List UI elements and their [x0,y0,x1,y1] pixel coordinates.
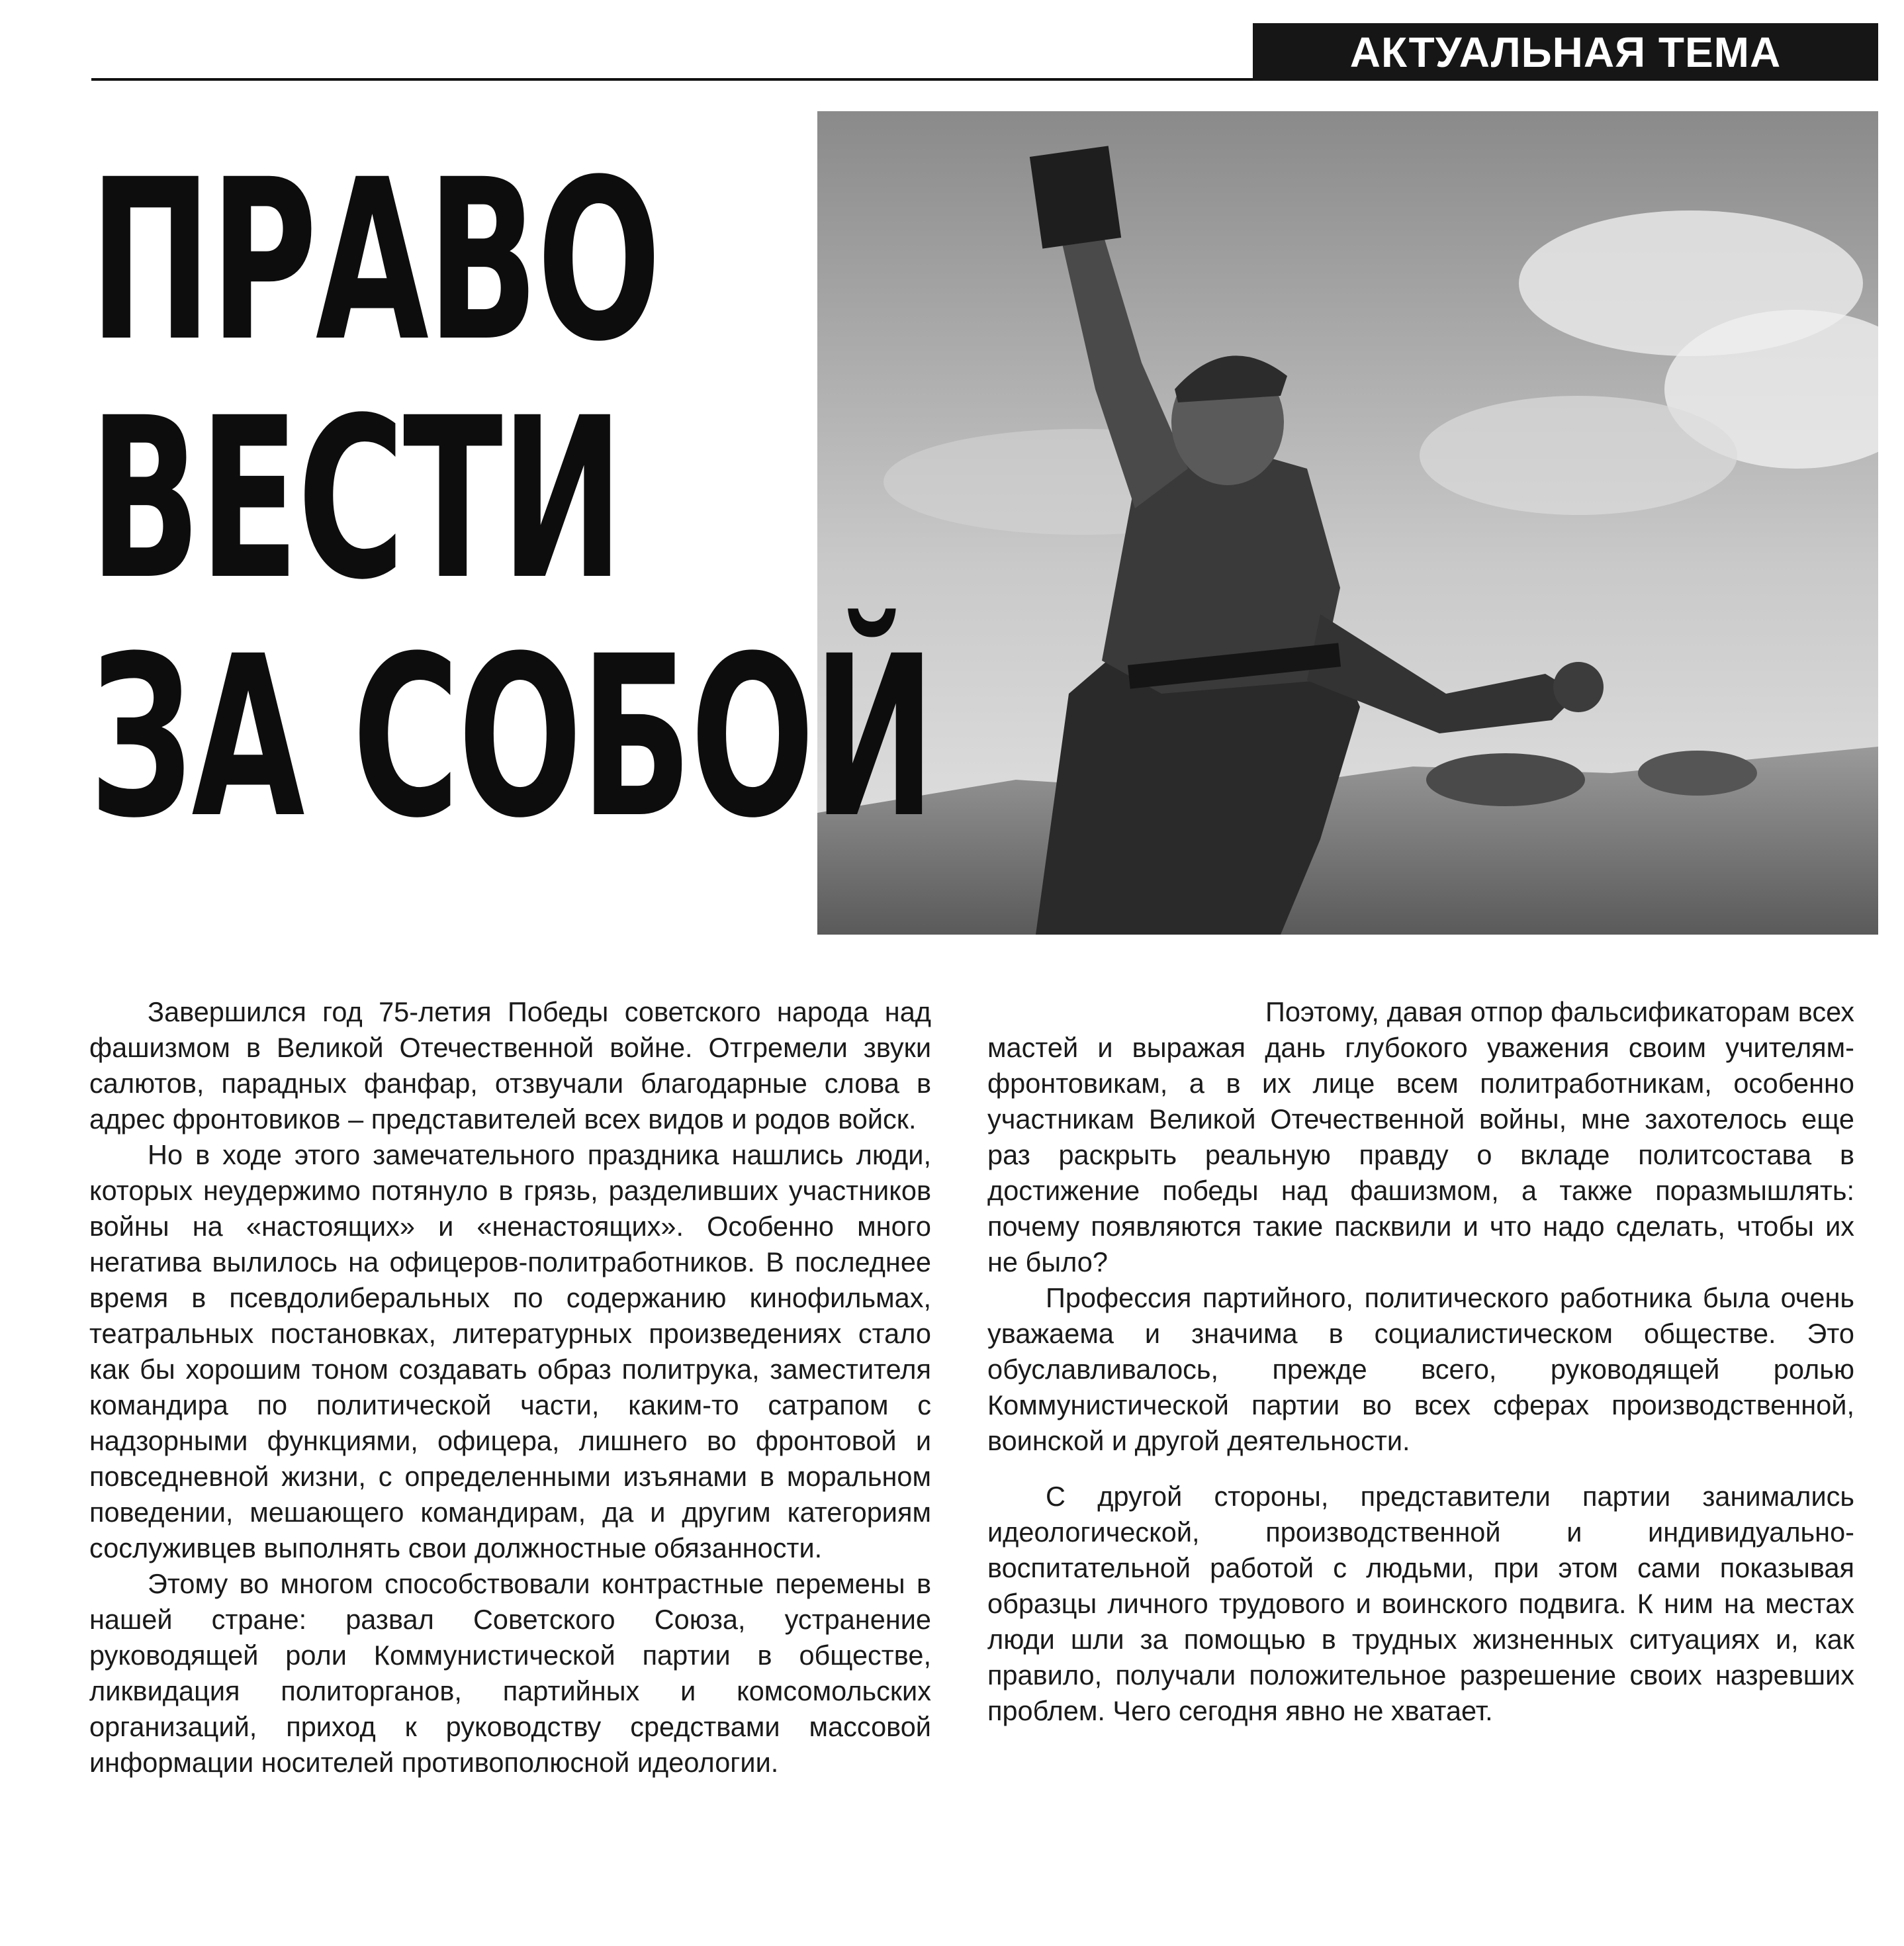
paragraph: Профессия партийного, политического работника была очень уважаема и значима в социалистическом обществе. Это обуславливалось, прежде всего, руководящей ролью Коммунистической партии во всех сферах производственной, воинской и другой деятельности. [987,1282,1854,1456]
paragraph: Завершился год 75-летия Победы советского народа над фашизмом в Великой Отечественной войне. Отгремели звуки салютов, парадных фанфар, отзвучали благодарные слова в адрес фронтовиков – представителей всех видов и родов войск. [89,996,931,1135]
article-column-left [89,994,931,1781]
paragraph: Этому во многом способствовали контрастные перемены в нашей стране: развал Советского Союза, устранение руководящей роли Коммунистической партии в обществе, ликвидация политорганов, партийных и комсомольских организаций, приход к руководству средствами массовой информации носителей противополюсной идеологии. [89,1568,931,1778]
paragraph: С другой стороны, представители партии занимались идеологической, производственной и индивидуально-воспитательной работой с людьми, при этом сами показывая образцы личного трудового и воинского подвига. К ним на местах люди шли за помощью в трудных жизненных ситуациях и, как правило, получали положительное разрешение своих назревших проблем. Чего сегодня явно не хватает. [987,1481,1854,1726]
article-column-right [987,994,1854,1729]
section-rubric: АКТУАЛЬНАЯ ТЕМА [1253,23,1878,81]
paragraph: Но в ходе этого замечательного праздника нашлись люди, которых неудержимо потянуло в грязь, разделивших участников войны на «настоящих» и «ненастоящих». Особенно много негатива вылилось на офицеров-политработников. В последнее время в псевдолиберальных по содержанию кинофильмах, театральных постановках, литературных произведениях стало как бы хорошим тоном создавать образ политрука, заместителя командира по политической части, каким-то сатрапом с надзорными функциями, офицера, лишнего во фронтовой и повседневной жизни, с определенными изъянами в моральном поведении, мешающего командирам, да и другим категориям сослуживцев выполнять свои должностные обязанности. [89,1139,931,1563]
soldier-photo-icon [817,111,1878,935]
paragraph: Поэтому, давая отпор фальсификаторам всех мастей и выражая дань глубокого уважения своим учителям-фронтовикам, а в их лице всем политработникам, особенно участникам Великой Отечественной войны, мне захотелось еще раз раскрыть реальную правду о вкладе политсостава в достижение победы над фашизмом, а также поразмышлять: почему появляются такие пасквили и что надо сделать, чтобы их не было? [987,996,1854,1277]
headline [89,132,936,867]
war-photo [817,111,1878,935]
headline-line-1: ПРАВО [89,132,660,391]
headline-line-2: ВЕСТИ [89,371,622,629]
headline-line-3: ЗА СОБОЙ [89,609,934,867]
